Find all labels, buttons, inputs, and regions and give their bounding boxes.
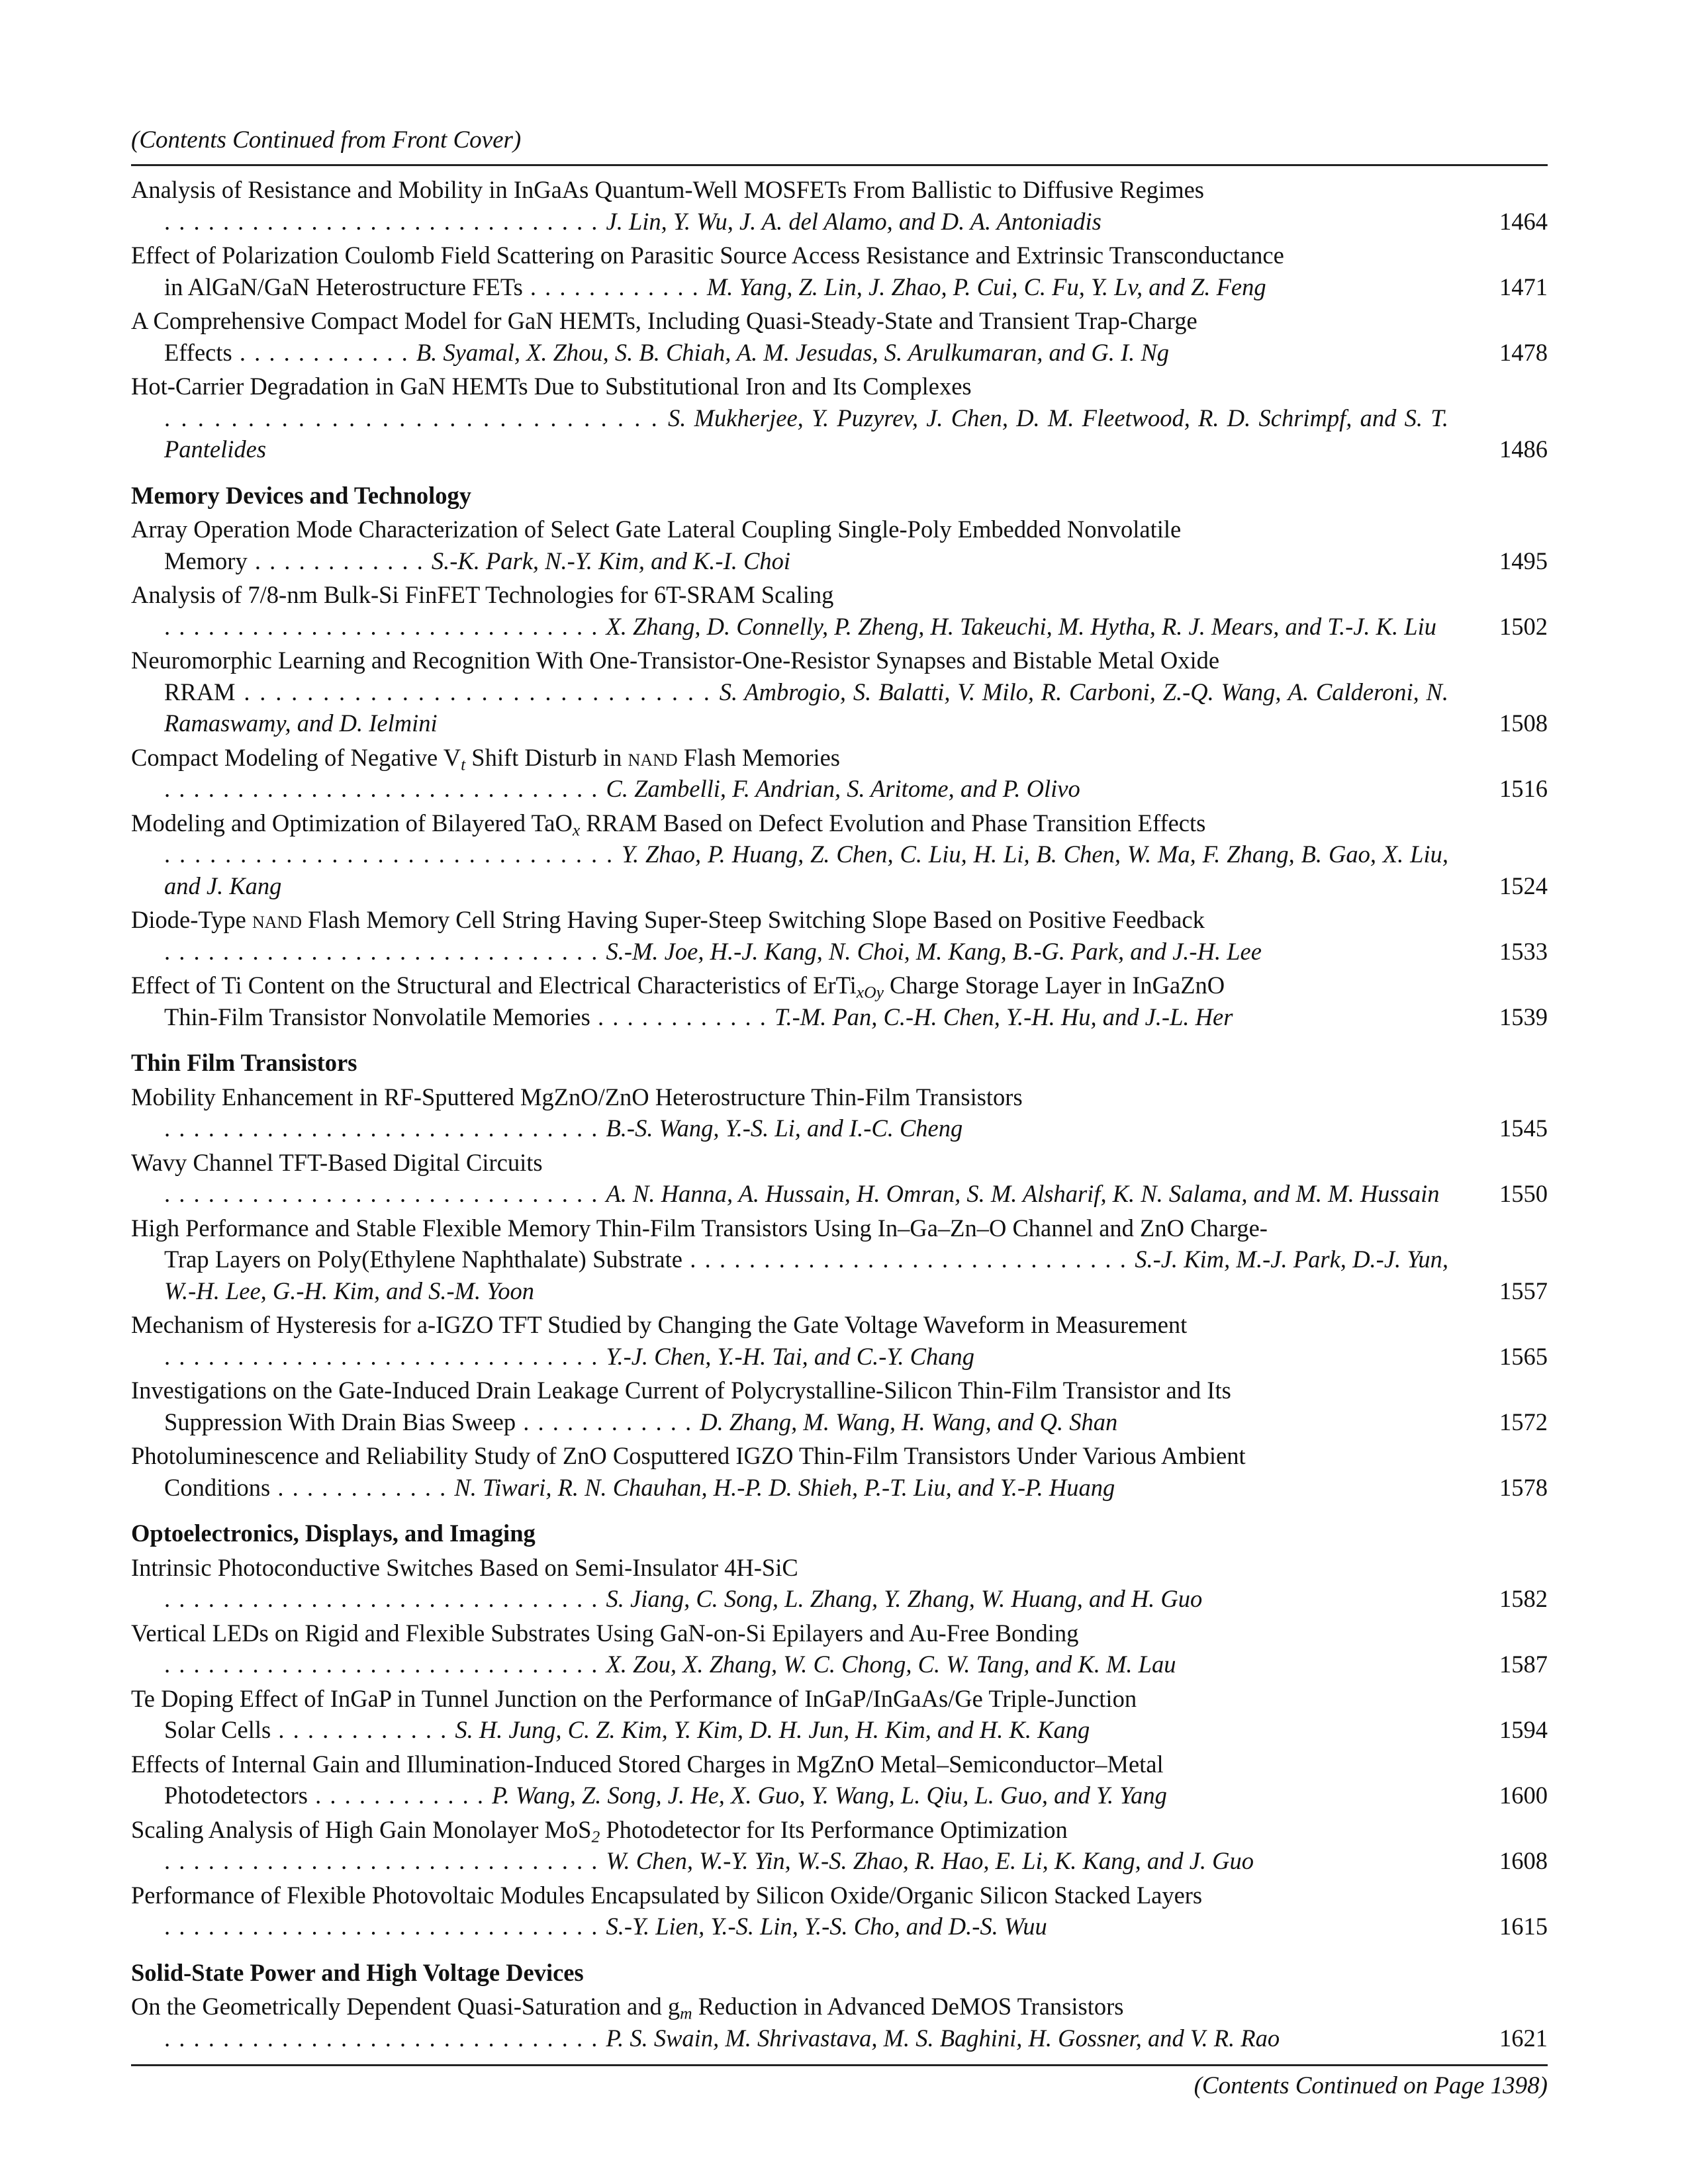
- page-number: 1508: [1499, 709, 1548, 737]
- article-title-line1: On the Geometrically Dependent Quasi-Saturation and $g_m$ Reduction in Advanced DeMOS Transistors: [131, 1993, 1124, 2023]
- leader-dots: . . . . . . . . . . . . . . . . . . . . . . . . . . . . . .: [164, 1651, 606, 1678]
- toc-entry[interactable]: [131, 1552, 1548, 1615]
- article-title-line1: Photoluminescence and Reliability Study of ZnO Cosputtered IGZO Thin-Film Transistors Under Various Ambient: [131, 1442, 1246, 1469]
- toc-entry[interactable]: [131, 305, 1548, 368]
- toc-entry[interactable]: [131, 371, 1548, 465]
- page-number: 1582: [1499, 1585, 1548, 1612]
- leader-dots: . . . . . . . . . . . . . . . . . . . . . . . . . . . . . .: [164, 1585, 606, 1612]
- toc-entry[interactable]: [131, 1749, 1548, 1811]
- page-number: 1565: [1499, 1342, 1548, 1370]
- article-title-line2: [131, 1649, 1448, 1680]
- toc-entry[interactable]: [131, 742, 1548, 805]
- toc-entry[interactable]: [131, 645, 1548, 739]
- leader-dots: . . . . . . . . . . . . . . . . . . . . . . . . . . . . . .: [164, 612, 606, 640]
- article-title-line1: Scaling Analysis of High Gain Monolayer MoS$_2$ Photodetector for Its Performance Optimization: [131, 1815, 1068, 1846]
- article-authors: A. N. Hanna, A. Hussain, H. Omran, S. M. Alsharif, K. N. Salama, and M. M. Hussain: [606, 1180, 1440, 1207]
- toc-entry[interactable]: [131, 807, 1548, 902]
- table-of-contents: [131, 174, 1548, 2054]
- article-authors: D. Zhang, M. Wang, H. Wang, and Q. Shan: [700, 1408, 1118, 1435]
- article-authors: Y. Zhao, P. Huang, Z. Chen, C. Liu, H. Li, B. Chen, W. Ma, F. Zhang, B. Gao, X. Liu, and J. Kang: [164, 841, 1448, 899]
- article-authors: S.-Y. Lien, Y.-S. Lin, Y.-S. Cho, and D.-S. Wuu: [606, 1913, 1047, 1940]
- article-title-line1: Investigations on the Gate-Induced Drain Leakage Current of Polycrystalline-Silicon Thin-Film Transistor and Its: [131, 1377, 1231, 1404]
- leader-dots: . . . . . . . . . . . . . . . . . . . . . . . . . . . . . .: [164, 404, 668, 432]
- article-title-line1: Effects of Internal Gain and Illumination-Induced Stored Charges in MgZnO Metal–Semiconductor–Metal: [131, 1750, 1164, 1778]
- page-number: 1478: [1499, 338, 1548, 366]
- article-authors: S.-M. Joe, H.-J. Kang, N. Choi, M. Kang, B.-G. Park, and J.-H. Lee: [606, 937, 1262, 965]
- leader-dots: . . . . . . . . . . . .: [516, 1408, 700, 1435]
- page-number: 1615: [1499, 1913, 1548, 1940]
- toc-entry[interactable]: [131, 1814, 1548, 1877]
- article-authors: S. H. Jung, C. Z. Kim, Y. Kim, D. H. Jun, H. Kim, and H. K. Kang: [455, 1716, 1090, 1743]
- toc-entry[interactable]: [131, 1440, 1548, 1503]
- article-authors: X. Zhang, D. Connelly, P. Zheng, H. Takeuchi, M. Hytha, R. J. Mears, and T.-J. K. Liu: [606, 612, 1436, 640]
- leader-dots: . . . . . . . . . . . .: [270, 1473, 455, 1501]
- leader-dots: . . . . . . . . . . . . . . . . . . . . . . . . . . . . . .: [164, 1180, 606, 1207]
- article-authors: S. Mukherjee, Y. Puzyrev, J. Chen, D. M. Fleetwood, R. D. Schrimpf, and S. T. Pantelides: [164, 404, 1448, 463]
- section-heading: Optoelectronics, Displays, and Imaging: [131, 1520, 536, 1547]
- section-heading: Thin Film Transistors: [131, 1049, 357, 1076]
- page-number: 1608: [1499, 1847, 1548, 1874]
- leader-dots: . . . . . . . . . . . .: [232, 338, 416, 366]
- article-title-line2: Trap Layers on Poly(Ethylene Naphthalate) Substrate . . . . . . . . . . . . . . . . . . . . . . . . . . . . . . S.-J. Kim, M.-J. Park, D.-J. Yun, W.-H. Lee, G.-H. Kim, and S.-M. Yoon: [164, 1246, 1449, 1304]
- article-authors: S.-J. Kim, M.-J. Park, D.-J. Yun, W.-H. Lee, G.-H. Kim, and S.-M. Yoon: [164, 1246, 1449, 1304]
- article-title-line2: [131, 2023, 1448, 2054]
- article-authors: X. Zou, X. Zhang, W. C. Chong, C. W. Tang, and K. M. Lau: [606, 1651, 1176, 1678]
- leader-dots: . . . . . . . . . . . .: [307, 1782, 492, 1809]
- article-title-line1: Mobility Enhancement in RF-Sputtered MgZnO/ZnO Heterostructure Thin-Film Transistors: [131, 1083, 1023, 1111]
- leader-dots: . . . . . . . . . . . . . . . . . . . . . . . . . . . . . .: [164, 207, 606, 235]
- leader-dots: . . . . . . . . . . . .: [522, 273, 707, 300]
- leader-dots: . . . . . . . . . . . . . . . . . . . . . . . . . . . . . .: [235, 678, 720, 705]
- article-title-line2: Photodetectors . . . . . . . . . . . . P. Wang, Z. Song, J. He, X. Guo, Y. Wang, L. Qiu, L. Guo, and Y. Yang: [164, 1782, 1167, 1809]
- contents-continued-header: (Contents Continued from Front Cover): [131, 124, 1548, 166]
- leader-dots: . . . . . . . . . . . .: [271, 1716, 455, 1743]
- page-number: 1533: [1499, 937, 1548, 965]
- article-title-line2: Conditions . . . . . . . . . . . . N. Tiwari, R. N. Chauhan, H.-P. D. Shieh, P.-T. Liu, and Y.-P. Huang: [164, 1473, 1115, 1501]
- article-title-line2: [131, 206, 1448, 238]
- article-title-line2: Effects . . . . . . . . . . . . B. Syamal, X. Zhou, S. B. Chiah, A. M. Jesudas, S. Arulkumaran, and G. I. Ng: [164, 338, 1170, 366]
- article-title-line2: [131, 1341, 1448, 1373]
- page-number: 1600: [1499, 1782, 1548, 1809]
- page-number: 1578: [1499, 1473, 1548, 1501]
- article-title-line1: Array Operation Mode Characterization of Select Gate Lateral Coupling Single-Poly Embedded Nonvolatile: [131, 516, 1182, 543]
- article-title-line2: [131, 1178, 1448, 1210]
- page-number: 1539: [1499, 1003, 1548, 1030]
- article-title-line1: Effect of Ti Content on the Structural and Electrical Characteristics of ErTi$_{xOy}$ Charge Storage Layer in InGaZnO: [131, 972, 1225, 1002]
- page-number: 1587: [1499, 1651, 1548, 1678]
- page-number: 1524: [1499, 872, 1548, 899]
- article-title-line2: [131, 936, 1448, 968]
- article-title-line2: RRAM . . . . . . . . . . . . . . . . . . . . . . . . . . . . . . S. Ambrogio, S. Balatti, V. Milo, R. Carboni, Z.-Q. Wang, A. Calderoni, N. Ramaswamy, and D. Ielmini: [164, 678, 1448, 737]
- article-title-line1: Neuromorphic Learning and Recognition With One-Transistor-One-Resistor Synapses and Bistable Metal Oxide: [131, 647, 1220, 674]
- article-title-line2: [131, 1911, 1448, 1942]
- toc-entry[interactable]: [131, 970, 1548, 1032]
- leader-dots: . . . . . . . . . . . . . . . . . . . . . . . . . . . . . .: [164, 937, 606, 965]
- toc-entry[interactable]: [131, 1683, 1548, 1746]
- article-authors: Y.-J. Chen, Y.-H. Tai, and C.-Y. Chang: [606, 1342, 974, 1370]
- article-title-line2: [131, 839, 1448, 901]
- toc-entry[interactable]: [131, 1309, 1548, 1372]
- leader-dots: . . . . . . . . . . . . . . . . . . . . . . . . . . . . . .: [164, 1913, 606, 1940]
- page-number: 1621: [1499, 2024, 1548, 2052]
- leader-dots: . . . . . . . . . . . . . . . . . . . . . . . . . . . . . .: [164, 775, 606, 802]
- article-authors: S. Ambrogio, S. Balatti, V. Milo, R. Carboni, Z.-Q. Wang, A. Calderoni, N. Ramaswamy, and D. Ielmini: [164, 678, 1448, 737]
- leader-dots: . . . . . . . . . . . . . . . . . . . . . . . . . . . . . .: [682, 1246, 1135, 1273]
- leader-dots: . . . . . . . . . . . .: [247, 547, 432, 574]
- article-title-line1: Diode-Type nand Flash Memory Cell String Having Super-Steep Switching Slope Based on Positive Feedback: [131, 906, 1205, 933]
- article-title-line2: [131, 402, 1448, 465]
- article-title-line1: Analysis of 7/8-nm Bulk-Si FinFET Technologies for 6T-SRAM Scaling: [131, 581, 834, 608]
- article-title-line1: High Performance and Stable Flexible Memory Thin-Film Transistors Using In–Ga–Zn–O Channel and ZnO Charge-: [131, 1214, 1268, 1242]
- article-title-line1: Compact Modeling of Negative $V_t$ Shift Disturb in nand Flash Memories: [131, 743, 841, 774]
- article-authors: M. Yang, Z. Lin, J. Zhao, P. Cui, C. Fu, Y. Lv, and Z. Feng: [706, 273, 1266, 300]
- article-title-line2: Solar Cells . . . . . . . . . . . . S. H. Jung, C. Z. Kim, Y. Kim, D. H. Jun, H. Kim, and H. K. Kang: [164, 1716, 1090, 1743]
- page-number: 1545: [1499, 1115, 1548, 1142]
- article-title-line1: A Comprehensive Compact Model for GaN HEMTs, Including Quasi-Steady-State and Transient Trap-Charge: [131, 307, 1197, 334]
- article-authors: T.-M. Pan, C.-H. Chen, Y.-H. Hu, and J.-L. Her: [774, 1003, 1233, 1030]
- article-title-line1: Performance of Flexible Photovoltaic Modules Encapsulated by Silicon Oxide/Organic Silicon Stacked Layers: [131, 1881, 1203, 1909]
- section-heading: Solid-State Power and High Voltage Devices: [131, 1958, 584, 1986]
- toc-entry[interactable]: [131, 240, 1548, 302]
- article-title-line1: Effect of Polarization Coulomb Field Scattering on Parasitic Source Access Resistance and Extrinsic Transconductance: [131, 242, 1284, 269]
- article-title-line1: Hot-Carrier Degradation in GaN HEMTs Due to Substitutional Iron and Its Complexes: [131, 373, 972, 400]
- article-authors: B.-S. Wang, Y.-S. Li, and I.-C. Cheng: [606, 1115, 963, 1142]
- article-title-line1: Wavy Channel TFT-Based Digital Circuits: [131, 1148, 543, 1176]
- toc-entry[interactable]: [131, 514, 1548, 576]
- article-title-line2: [131, 611, 1448, 643]
- article-title-line2: [131, 773, 1448, 805]
- article-title-line1: Modeling and Optimization of Bilayered TaO$_x$ RRAM Based on Defect Evolution and Phase Transition Effects: [131, 809, 1206, 839]
- page-number: 1557: [1499, 1277, 1548, 1304]
- page-number: 1464: [1499, 207, 1548, 235]
- article-authors: J. Lin, Y. Wu, J. A. del Alamo, and D. A. Antoniadis: [606, 207, 1102, 235]
- leader-dots: . . . . . . . . . . . . . . . . . . . . . . . . . . . . . .: [164, 1847, 606, 1874]
- toc-entry[interactable]: [131, 1991, 1548, 2054]
- article-title-line2: Thin-Film Transistor Nonvolatile Memories . . . . . . . . . . . . T.-M. Pan, C.-H. Chen, Y.-H. Hu, and J.-L. Her: [164, 1003, 1233, 1030]
- article-authors: B. Syamal, X. Zhou, S. B. Chiah, A. M. Jesudas, S. Arulkumaran, and G. I. Ng: [416, 338, 1170, 366]
- article-authors: S.-K. Park, N.-Y. Kim, and K.-I. Choi: [431, 547, 790, 574]
- page-number: 1502: [1499, 612, 1548, 640]
- article-authors: P. Wang, Z. Song, J. He, X. Guo, Y. Wang, L. Qiu, L. Guo, and Y. Yang: [492, 1782, 1167, 1809]
- toc-entry[interactable]: [131, 174, 1548, 237]
- article-title-line1: Te Doping Effect of InGaP in Tunnel Junction on the Performance of InGaP/InGaAs/Ge Triple-Junction: [131, 1684, 1137, 1712]
- page-number: 1495: [1499, 547, 1548, 574]
- article-authors: C. Zambelli, F. Andrian, S. Aritome, and P. Olivo: [606, 775, 1080, 802]
- article-title-line2: [131, 1583, 1448, 1615]
- page-number: 1572: [1499, 1408, 1548, 1435]
- page-number: 1550: [1499, 1180, 1548, 1207]
- leader-dots: . . . . . . . . . . . .: [590, 1003, 774, 1030]
- toc-entry[interactable]: [131, 904, 1548, 967]
- article-title-line2: Suppression With Drain Bias Sweep . . . . . . . . . . . . D. Zhang, M. Wang, H. Wang, and Q. Shan: [164, 1408, 1118, 1435]
- page-number: 1516: [1499, 775, 1548, 802]
- page-number: 1486: [1499, 435, 1548, 463]
- leader-dots: . . . . . . . . . . . . . . . . . . . . . . . . . . . . . .: [164, 1115, 606, 1142]
- section-heading: Memory Devices and Technology: [131, 481, 472, 509]
- leader-dots: . . . . . . . . . . . . . . . . . . . . . . . . . . . . . .: [164, 1342, 606, 1370]
- toc-entry[interactable]: [131, 1880, 1548, 1942]
- leader-dots: . . . . . . . . . . . . . . . . . . . . . . . . . . . . . .: [164, 841, 622, 868]
- contents-continued-footer: (Contents Continued on Page 1398): [1194, 2072, 1548, 2099]
- leader-dots: . . . . . . . . . . . . . . . . . . . . . . . . . . . . . .: [164, 2024, 606, 2052]
- article-authors: S. Jiang, C. Song, L. Zhang, Y. Zhang, W. Huang, and H. Guo: [606, 1585, 1203, 1612]
- article-title-line1: Intrinsic Photoconductive Switches Based on Semi-Insulator 4H-SiC: [131, 1553, 798, 1581]
- toc-entry[interactable]: [131, 1081, 1548, 1144]
- article-authors: W. Chen, W.-Y. Yin, W.-S. Zhao, R. Hao, E. Li, K. Kang, and J. Guo: [606, 1847, 1254, 1874]
- page-number: 1471: [1499, 273, 1548, 300]
- article-title-line1: Mechanism of Hysteresis for a-IGZO TFT Studied by Changing the Gate Voltage Waveform in Measurement: [131, 1311, 1188, 1338]
- article-title-line2: [131, 1845, 1448, 1877]
- article-title-line2: [131, 1113, 1448, 1144]
- toc-entry[interactable]: [131, 1212, 1548, 1307]
- toc-entry[interactable]: [131, 1617, 1548, 1680]
- toc-entry[interactable]: [131, 1147, 1548, 1210]
- article-title-line2: in AlGaN/GaN Heterostructure FETs . . . . . . . . . . . . M. Yang, Z. Lin, J. Zhao, P. Cui, C. Fu, Y. Lv, and Z. Feng: [164, 273, 1266, 300]
- article-authors: N. Tiwari, R. N. Chauhan, H.-P. D. Shieh, P.-T. Liu, and Y.-P. Huang: [454, 1473, 1115, 1501]
- toc-entry[interactable]: [131, 1375, 1548, 1437]
- toc-page: [131, 124, 1548, 2102]
- article-title-line1: Analysis of Resistance and Mobility in InGaAs Quantum-Well MOSFETs From Ballistic to Diffusive Regimes: [131, 176, 1204, 203]
- article-authors: P. S. Swain, M. Shrivastava, M. S. Baghini, H. Gossner, and V. R. Rao: [606, 2024, 1280, 2052]
- toc-entry[interactable]: [131, 579, 1548, 642]
- article-title-line2: Memory . . . . . . . . . . . . S.-K. Park, N.-Y. Kim, and K.-I. Choi: [164, 547, 790, 574]
- article-title-line1: Vertical LEDs on Rigid and Flexible Substrates Using GaN-on-Si Epilayers and Au-Free Bonding: [131, 1619, 1079, 1647]
- page-number: 1594: [1499, 1716, 1548, 1743]
